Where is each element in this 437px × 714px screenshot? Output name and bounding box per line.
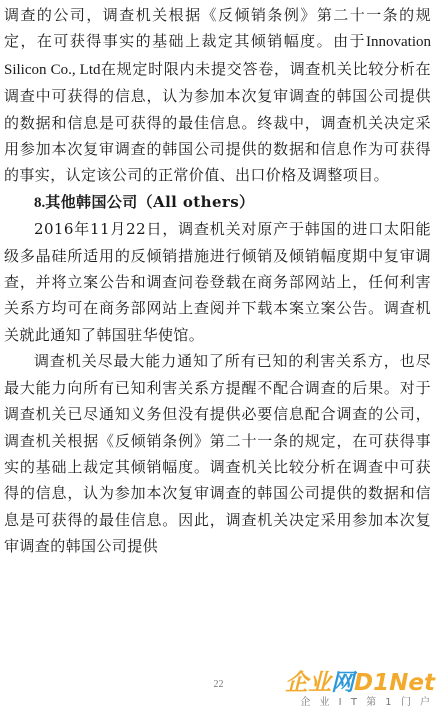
company-name: Innovation Silicon Co., Ltd bbox=[4, 34, 431, 78]
section-title: 其他韩国公司（All others） bbox=[45, 192, 255, 211]
paragraph-text: 在规定时限内未提交答卷，调查机关比较分析在调查中可获得的信息，认为参加本次复审调查的韩国公司提供的数据和信息是可获得的最佳信息。终裁中，调查机关决定采用参加本次复审调查的韩国公司提供的数据和信息作为可获得的事实，认定该公司的正常价值、出口价格及调整项目。 bbox=[4, 59, 431, 185]
paragraph-text: 调查的公司，调查机关根据《反倾销条例》第二十一条的规定，在可获得事实的基础上裁定其倾销幅度。由于 bbox=[4, 6, 431, 51]
watermark-part-c: D1Net bbox=[354, 670, 435, 696]
section-heading bbox=[4, 189, 431, 216]
section-number: 8. bbox=[34, 194, 46, 211]
watermark-subtitle: 企 业 I T 第 1 门 户 bbox=[300, 697, 433, 708]
watermark-part-a: 企业 bbox=[285, 670, 332, 696]
paragraph-initiation bbox=[4, 216, 431, 348]
watermark-logo bbox=[285, 670, 435, 712]
watermark-title bbox=[285, 670, 435, 696]
paragraph-text: 调查机关尽最大能力通知了所有已知的利害关系方，也尽最大能力向所有已知利害关系方提醒不配合调查的后果。对于调查机关已尽通知义务但没有提供必要信息配合调查的公司，调查机关根据《反倾销条例》第二十一条的规定，在可获得事实的基础上裁定其倾销幅度。调查机关比较分析在调查中可获得的信息，认为参加本次复审调查的韩国公司提供的数据和信息是可获得的最佳信息。因此，调查机关决定采用参加本次复审调查的韩国公司提供 bbox=[4, 352, 431, 556]
watermark-part-b: 网 bbox=[331, 670, 355, 696]
page-number: 22 bbox=[213, 679, 224, 690]
paragraph-text: 2016年11月22日，调查机关对原产于韩国的进口太阳能级多晶硅所适用的反倾销措施进行倾销及倾销幅度期中复审调查，并将立案公告和调查问卷登载在商务部网站上，任何利害关系方均可在商务部网站上查阅并下载本案立案公告。调查机关就此通知了韩国驻华使馆。 bbox=[4, 220, 431, 344]
paragraph-notification bbox=[4, 348, 431, 559]
paragraph-continuation bbox=[4, 2, 431, 189]
